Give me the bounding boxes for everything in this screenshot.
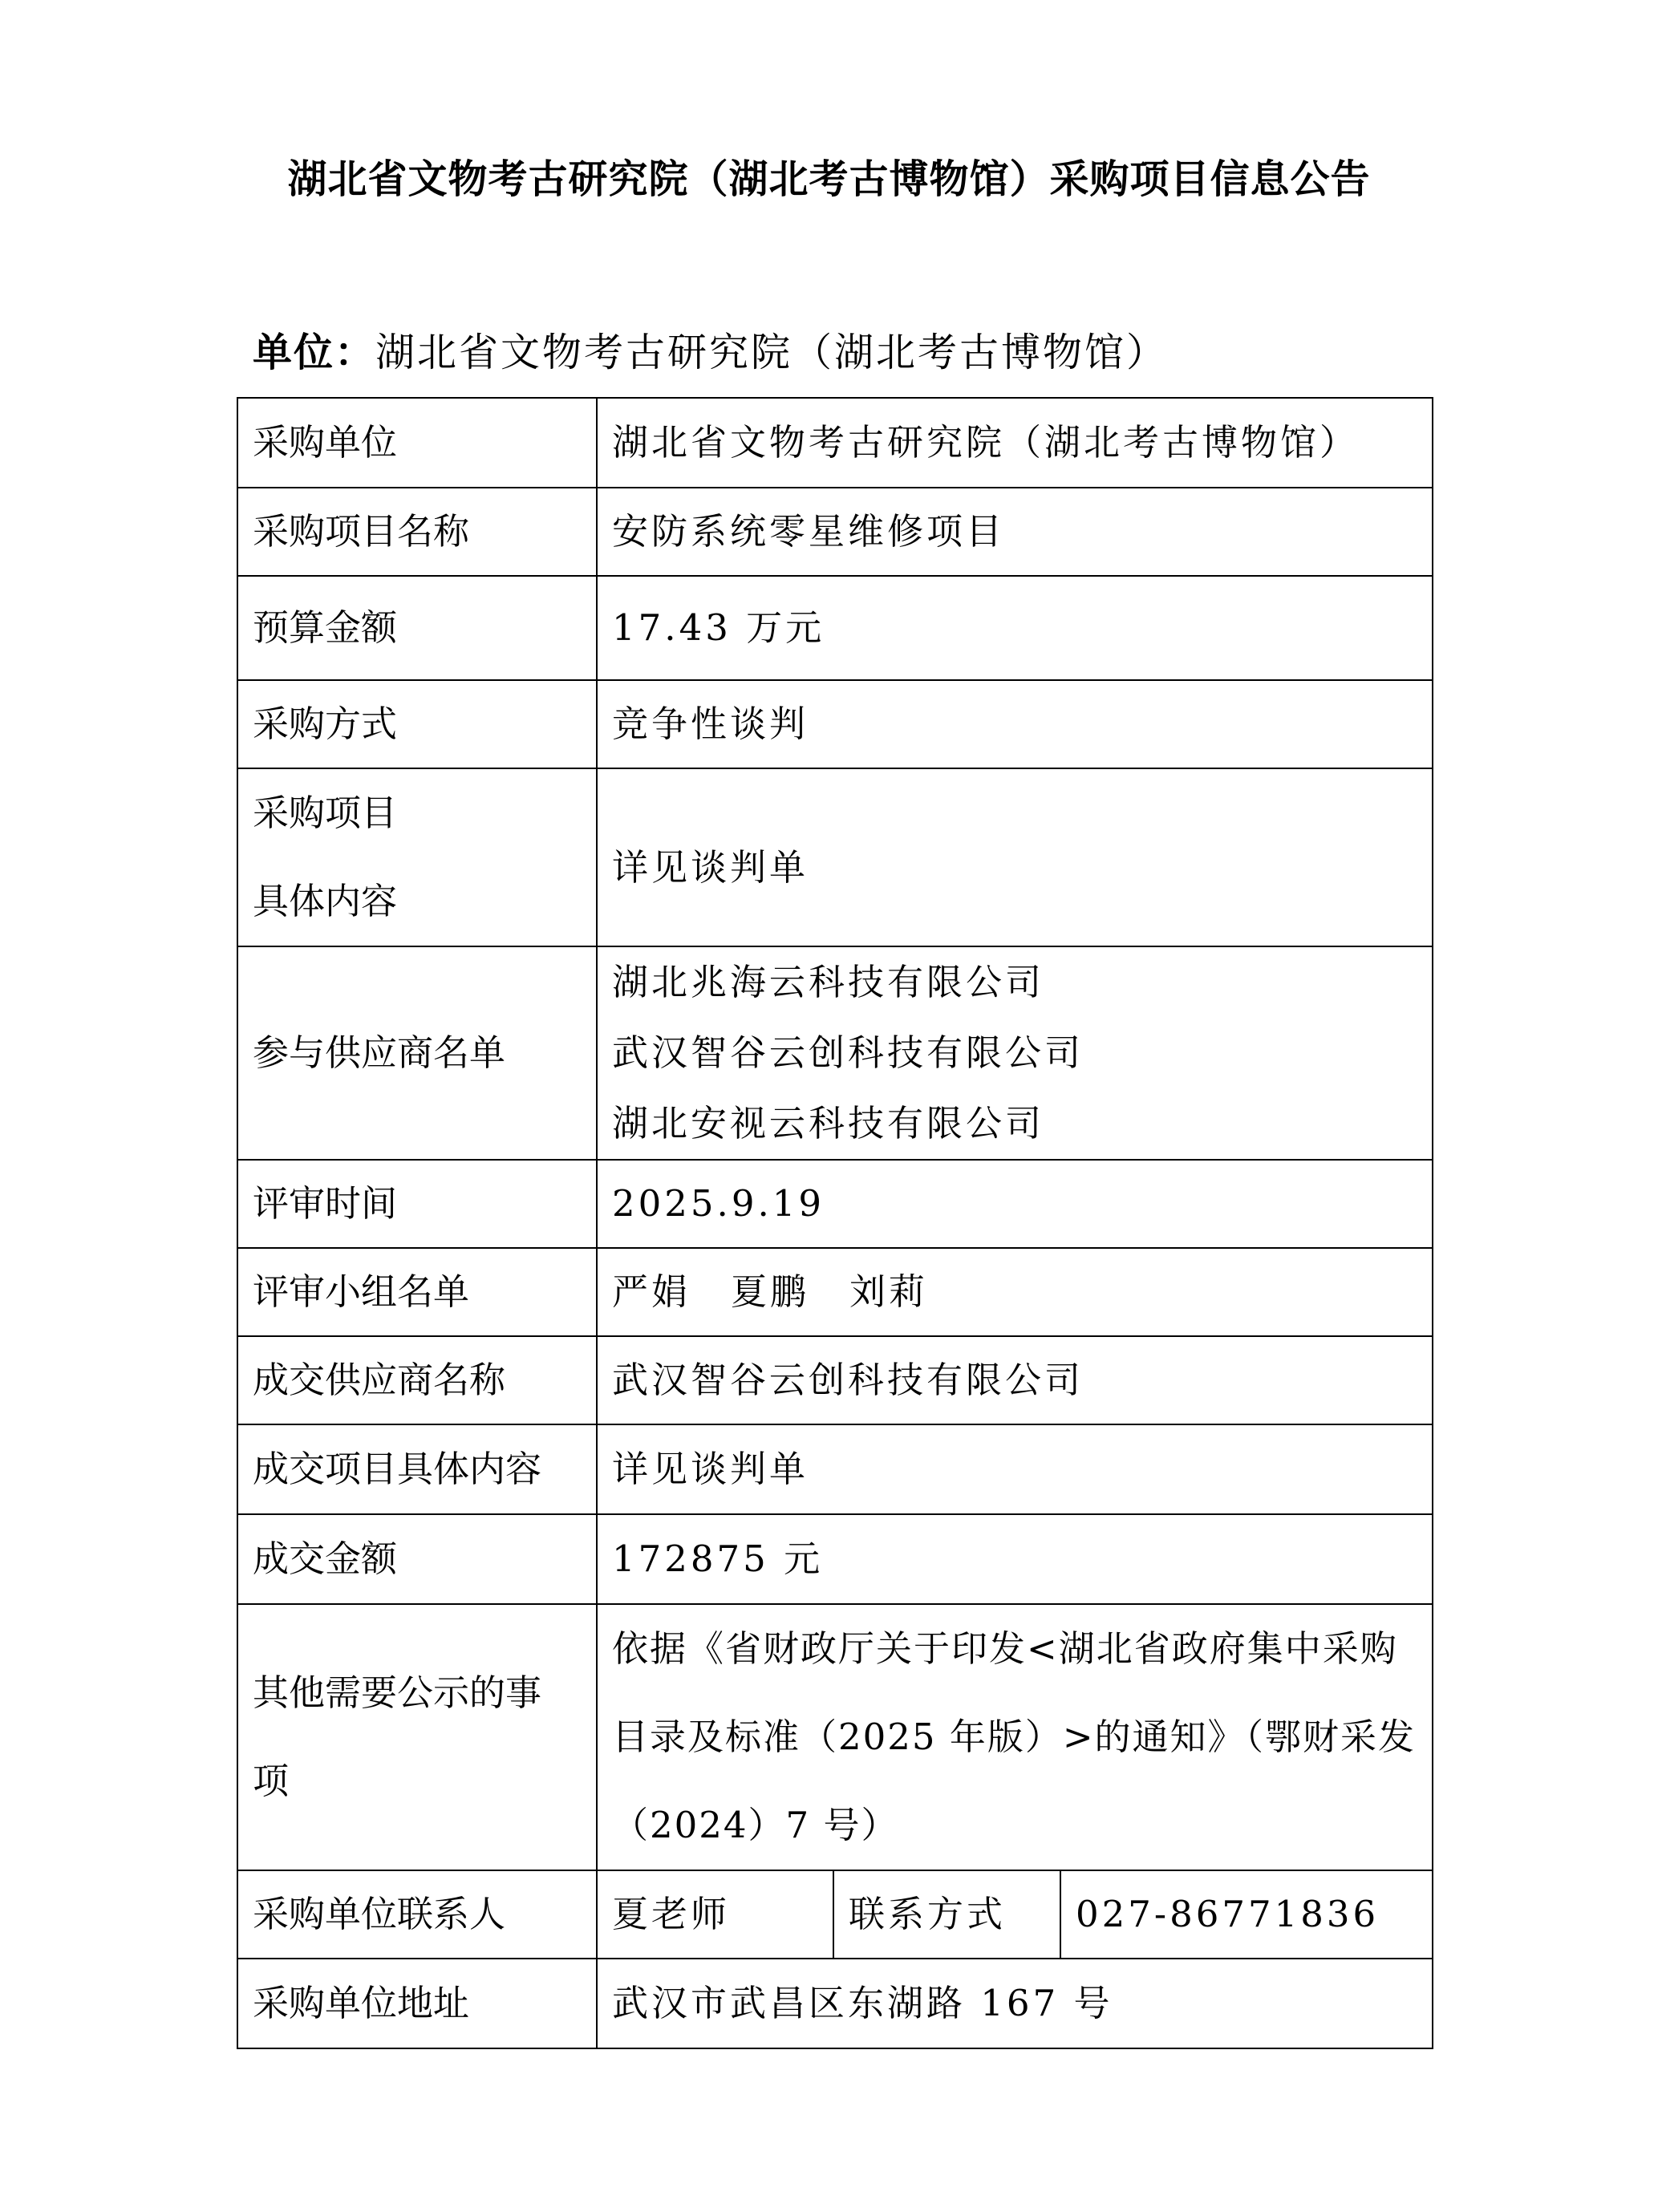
- row-label: [237, 1604, 597, 1870]
- row-label-line: 其他需要公示的事: [253, 1671, 542, 1714]
- table-row: [237, 946, 1433, 1160]
- row-value: 详见谈判单: [597, 1424, 1433, 1514]
- row-value-line: 依据《省财政厅关于印发<湖北省政府集中采购: [612, 1627, 1398, 1670]
- table-row: [237, 1959, 1433, 2048]
- list-item: 武汉智谷云创科技有限公司: [612, 1031, 1084, 1074]
- row-value: 竞争性谈判: [597, 680, 1433, 768]
- panel-members: [597, 1248, 1433, 1336]
- row-value: [597, 1604, 1433, 1870]
- row-value: 武汉市武昌区东湖路 167 号: [597, 1959, 1433, 2048]
- row-label: 成交项目具体内容: [237, 1424, 597, 1514]
- panel-member: 严娟: [612, 1270, 691, 1313]
- contact-method-label: 联系方式: [833, 1870, 1060, 1959]
- table-row: [237, 1604, 1433, 1870]
- row-label-line: 具体内容: [253, 880, 398, 922]
- unit-value: 湖北省文物考古研究院（湖北考古博物馆）: [375, 330, 1169, 375]
- row-label: 成交供应商名称: [237, 1336, 597, 1424]
- row-label: [237, 768, 597, 946]
- row-value: 武汉智谷云创科技有限公司: [597, 1336, 1433, 1424]
- table-row: [237, 1336, 1433, 1424]
- table-row: [237, 768, 1433, 946]
- row-label: 采购单位: [237, 398, 597, 488]
- row-value: 湖北省文物考古研究院（湖北考古博物馆）: [597, 398, 1433, 488]
- row-label: 参与供应商名单: [237, 946, 597, 1160]
- table-row: [237, 1160, 1433, 1248]
- table-row: [237, 576, 1433, 680]
- table-row: [237, 488, 1433, 576]
- info-table: [237, 397, 1433, 2049]
- table-row: [237, 1248, 1433, 1336]
- panel-member: 夏鹏: [731, 1270, 810, 1313]
- contact-person: 夏老师: [597, 1870, 833, 1959]
- list-item: 湖北安视云科技有限公司: [612, 1102, 1045, 1144]
- unit-line: [253, 325, 1168, 381]
- row-label: 成交金额: [237, 1514, 597, 1604]
- row-label: 采购单位地址: [237, 1959, 597, 2048]
- row-value: 172875 元: [597, 1514, 1433, 1604]
- supplier-list: [597, 946, 1433, 1160]
- row-value: 详见谈判单: [597, 768, 1433, 946]
- unit-label: 单位：: [253, 330, 376, 375]
- table-row: [237, 398, 1433, 488]
- row-label: 采购项目名称: [237, 488, 597, 576]
- row-value: 17.43 万元: [597, 576, 1433, 680]
- row-value: 2025.9.19: [597, 1160, 1433, 1248]
- table-row: [237, 1870, 1433, 1959]
- table-row: [237, 1424, 1433, 1514]
- row-label-line: 采购项目: [253, 792, 398, 834]
- row-value-line: 目录及标准（2025 年版）>的通知》（鄂财采发: [612, 1716, 1417, 1758]
- row-label: 预算金额: [237, 576, 597, 680]
- row-label: 采购单位联系人: [237, 1870, 597, 1959]
- row-label: 评审时间: [237, 1160, 597, 1248]
- row-value-line: （2024）7 号）: [612, 1804, 899, 1846]
- table-row: [237, 680, 1433, 768]
- row-label: 采购方式: [237, 680, 597, 768]
- table-row: [237, 1514, 1433, 1604]
- list-item: 湖北兆海云科技有限公司: [612, 961, 1045, 1003]
- row-value: 安防系统零星维修项目: [597, 488, 1433, 576]
- contact-phone: 027-86771836: [1060, 1870, 1433, 1959]
- row-label: 评审小组名单: [237, 1248, 597, 1336]
- panel-member: 刘莉: [849, 1270, 929, 1313]
- page-title: 湖北省文物考古研究院（湖北考古博物馆）采购项目信息公告: [287, 156, 1371, 202]
- row-label-line: 项: [253, 1760, 290, 1802]
